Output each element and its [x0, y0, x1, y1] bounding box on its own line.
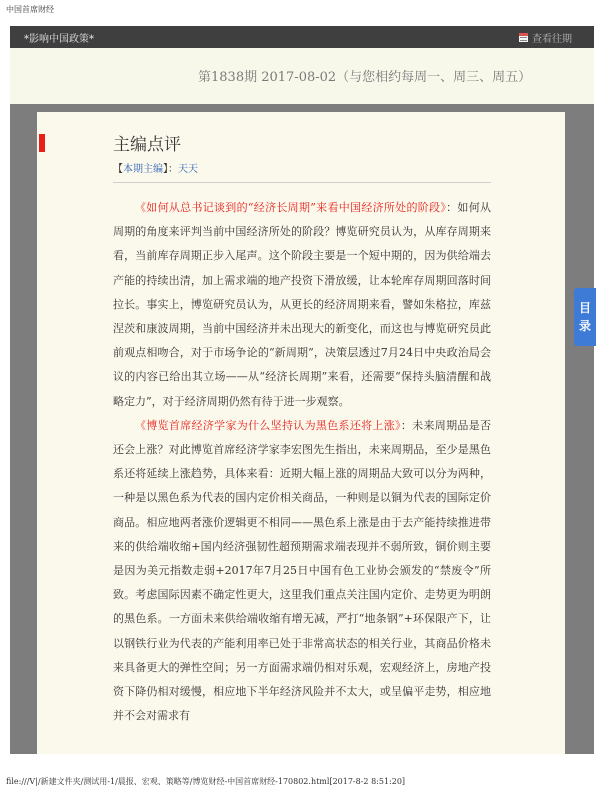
editor-name[interactable]: 天天	[178, 164, 198, 175]
toc-tab[interactable]	[574, 288, 596, 346]
article-1-title-link[interactable]: 《如何从总书记谈到的“经济长周期”来看中国经济所处的阶段》	[135, 201, 447, 214]
editor-label: 本期主编	[123, 164, 163, 175]
page-footer: file:///V|/新建文件夹/测试用-1/晨报、宏观、策略等/博览财经-中国首席财经-170802.html[2017-8-2 8:51:20]	[6, 777, 406, 786]
article-body	[113, 196, 491, 728]
article-1-text: ：如何从周期的角度来评判当前中国经济所处的阶段？博览研究员认为，从库存周期来看，当前库存周期正步入尾声。这个阶段主要是一个短中期的，因为供给端去产能的持续出清，加上需求端的地产投资下滑放缓，让本轮库存周期回落时间拉长。事实上，博览研究员认为，从更长的经济周期来看，譬如朱格拉，库兹涅茨和康波周期，当前中国经济并未出现大的新变化，而这也与博览研究员此前观点相吻合，对于市场争论的“新周期”，决策层透过7月24日中央政治局会议的内容已给出其立场——从“经济长周期”来看，还需要“保持头脑清醒和战略定力”，对于经济周期仍然有待于进一步观察。	[113, 201, 492, 408]
divider	[113, 182, 491, 183]
article-2-title-link[interactable]: 《博览首席经济学家为什么坚持认为黑色系还将上涨》	[135, 418, 401, 432]
editor-line	[113, 160, 198, 175]
section-title: 主编点评	[113, 135, 181, 155]
editor-bracket-close: 】：	[163, 164, 178, 175]
history-link[interactable]	[519, 30, 572, 45]
history-label[interactable]: 查看往期	[532, 34, 572, 45]
toc-tab-char-2: 录	[578, 319, 591, 333]
issue-info: 第1838期 2017-08-02（与您相约每周一、周三、周五）	[198, 70, 532, 85]
calendar-icon	[519, 33, 528, 42]
page-header: 中国首席财经	[6, 5, 54, 14]
topbar	[10, 26, 594, 48]
issue-band	[10, 48, 594, 104]
toc-tab-char-1: 目	[578, 301, 591, 315]
article-paragraph-2	[113, 414, 491, 729]
article-paragraph-1	[113, 196, 491, 414]
article-2-text: ：未来周期品是否还会上涨？对此博览首席经济学家李宏图先生指出，未来周期品，至少是黑色系还将延续上涨趋势，具体来看：近期大幅上涨的周期品大致可以分为两种，一种是以黑色系为代表的国内定价相关商品，一种则是以铜为代表的国际定价商品。相应地两者涨价逻辑更不相同——黑色系上涨是由于去产能持续推进带来的供给端收缩+国内经济强韧性超预期需求端表现并不弱所致，铜价则主要是因为美元指数走弱+2017年7月25日中国有色工业协会颁发的“禁废令”所致。考虑国际因素不确定性更大，这里我们重点关注国内定价、走势更为明朗的黑色系。一方面未来供给端收缩有增无减，严打“地条钢”+环保限产下，让以钢铁行业为代表的产能利用率已处于非常高状态的相关行业，其商品价格未来具备更大的弹性空间；另一方面需求端仍相对乐观，宏观经济上，房地产投资下降仍相对缓慢，相应地下半年经济风险并不太大，或呈偏平走势，相应地并不会对需求有	[113, 418, 492, 723]
brand-label: *影响中国政策*	[24, 34, 94, 45]
section-marker	[39, 134, 45, 152]
editor-bracket-open: 【	[113, 164, 123, 175]
